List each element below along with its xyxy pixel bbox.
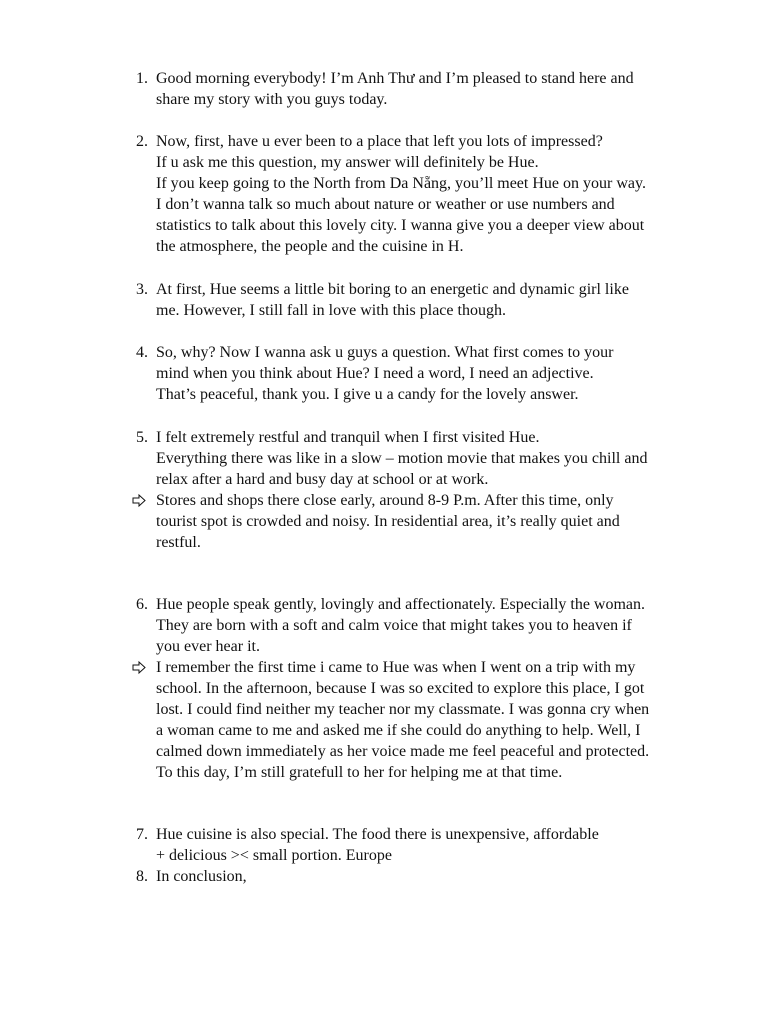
paragraph: [156, 131, 728, 257]
list-item: [128, 866, 728, 887]
arrow-bullet-item: [128, 490, 728, 553]
text-line: a woman came to me and asked me if she could do anything to help. Well, I: [156, 722, 641, 739]
list-item: [128, 824, 728, 866]
text-line: statistics to talk about this lovely city. I wanna give you a deeper view about: [156, 217, 645, 234]
text-line: Stores and shops there close early, around 8-9 P.m. After this time, only: [156, 492, 614, 509]
paragraph: [156, 866, 728, 887]
list-item: [128, 279, 728, 321]
text-line: Hue cuisine is also special. The food there is unexpensive, affordable: [156, 826, 599, 843]
list-number: 7.: [136, 826, 148, 843]
text-line: I don’t wanna talk so much about nature or weather or use numbers and: [156, 196, 615, 213]
paragraph: [156, 824, 728, 866]
arrow-bullet-item: [128, 657, 728, 783]
text-line: calmed down immediately as her voice made me feel peaceful and protected.: [156, 743, 650, 760]
text-line: me. However, I still fall in love with this place though.: [156, 302, 506, 319]
text-line: In conclusion,: [156, 868, 247, 885]
list-number: 8.: [136, 868, 148, 885]
text-line: you ever hear it.: [156, 638, 260, 655]
text-line: the atmosphere, the people and the cuisine in H.: [156, 238, 464, 255]
paragraph: [156, 68, 728, 110]
text-line: restful.: [156, 534, 201, 551]
text-line: They are born with a soft and calm voice that might takes you to heaven if: [156, 617, 632, 634]
paragraph: [156, 594, 728, 657]
text-line: If you keep going to the North from Da Nẵng, you’ll meet Hue on your way.: [156, 175, 646, 192]
text-line: To this day, I’m still gratefull to her for helping me at that time.: [156, 764, 563, 781]
paragraph: [156, 342, 728, 405]
text-line: At first, Hue seems a little bit boring to an energetic and dynamic girl like: [156, 281, 629, 298]
text-line: So, why? Now I wanna ask u guys a question. What first comes to your: [156, 344, 614, 361]
text-line: Good morning everybody! I’m Anh Thư and I’m pleased to stand here and: [156, 70, 634, 87]
list-item: [128, 131, 728, 257]
text-line: lost. I could find neither my teacher nor my classmate. I was gonna cry when: [156, 701, 650, 718]
text-line: Everything there was like in a slow – motion movie that makes you chill and: [156, 450, 648, 467]
text-line: school. In the afternoon, because I was so excited to explore this place, I got: [156, 680, 645, 697]
arrow-bullet-icon: [132, 490, 152, 511]
text-line: That’s peaceful, thank you. I give u a candy for the lovely answer.: [156, 386, 579, 403]
paragraph: [156, 657, 728, 783]
list-number: 3.: [136, 281, 148, 298]
paragraph: [156, 427, 728, 490]
text-line: share my story with you guys today.: [156, 91, 388, 108]
text-line: I remember the first time i came to Hue was when I went on a trip with my: [156, 659, 636, 676]
list-item: [128, 68, 728, 110]
paragraph: [156, 490, 728, 553]
list-item: [128, 342, 728, 405]
text-line: mind when you think about Hue? I need a word, I need an adjective.: [156, 365, 594, 382]
text-line: Hue people speak gently, lovingly and affectionately. Especially the woman.: [156, 596, 646, 613]
arrow-bullet-icon: [132, 657, 152, 678]
text-line: + delicious >< small portion. Europe: [156, 847, 392, 864]
text-line: tourist spot is crowded and noisy. In residential area, it’s really quiet and: [156, 513, 620, 530]
list-number: 6.: [136, 596, 148, 613]
list-number: 4.: [136, 344, 148, 361]
text-line: If u ask me this question, my answer will definitely be Hue.: [156, 154, 539, 171]
text-line: Now, first, have u ever been to a place that left you lots of impressed?: [156, 133, 603, 150]
list-number: 2.: [136, 133, 148, 150]
text-line: I felt extremely restful and tranquil when I first visited Hue.: [156, 429, 540, 446]
list-number: 5.: [136, 429, 148, 446]
text-line: relax after a hard and busy day at school or at work.: [156, 471, 489, 488]
list-item: [128, 427, 728, 490]
list-number: 1.: [136, 70, 148, 87]
paragraph: [156, 279, 728, 321]
list-item: [128, 594, 728, 657]
